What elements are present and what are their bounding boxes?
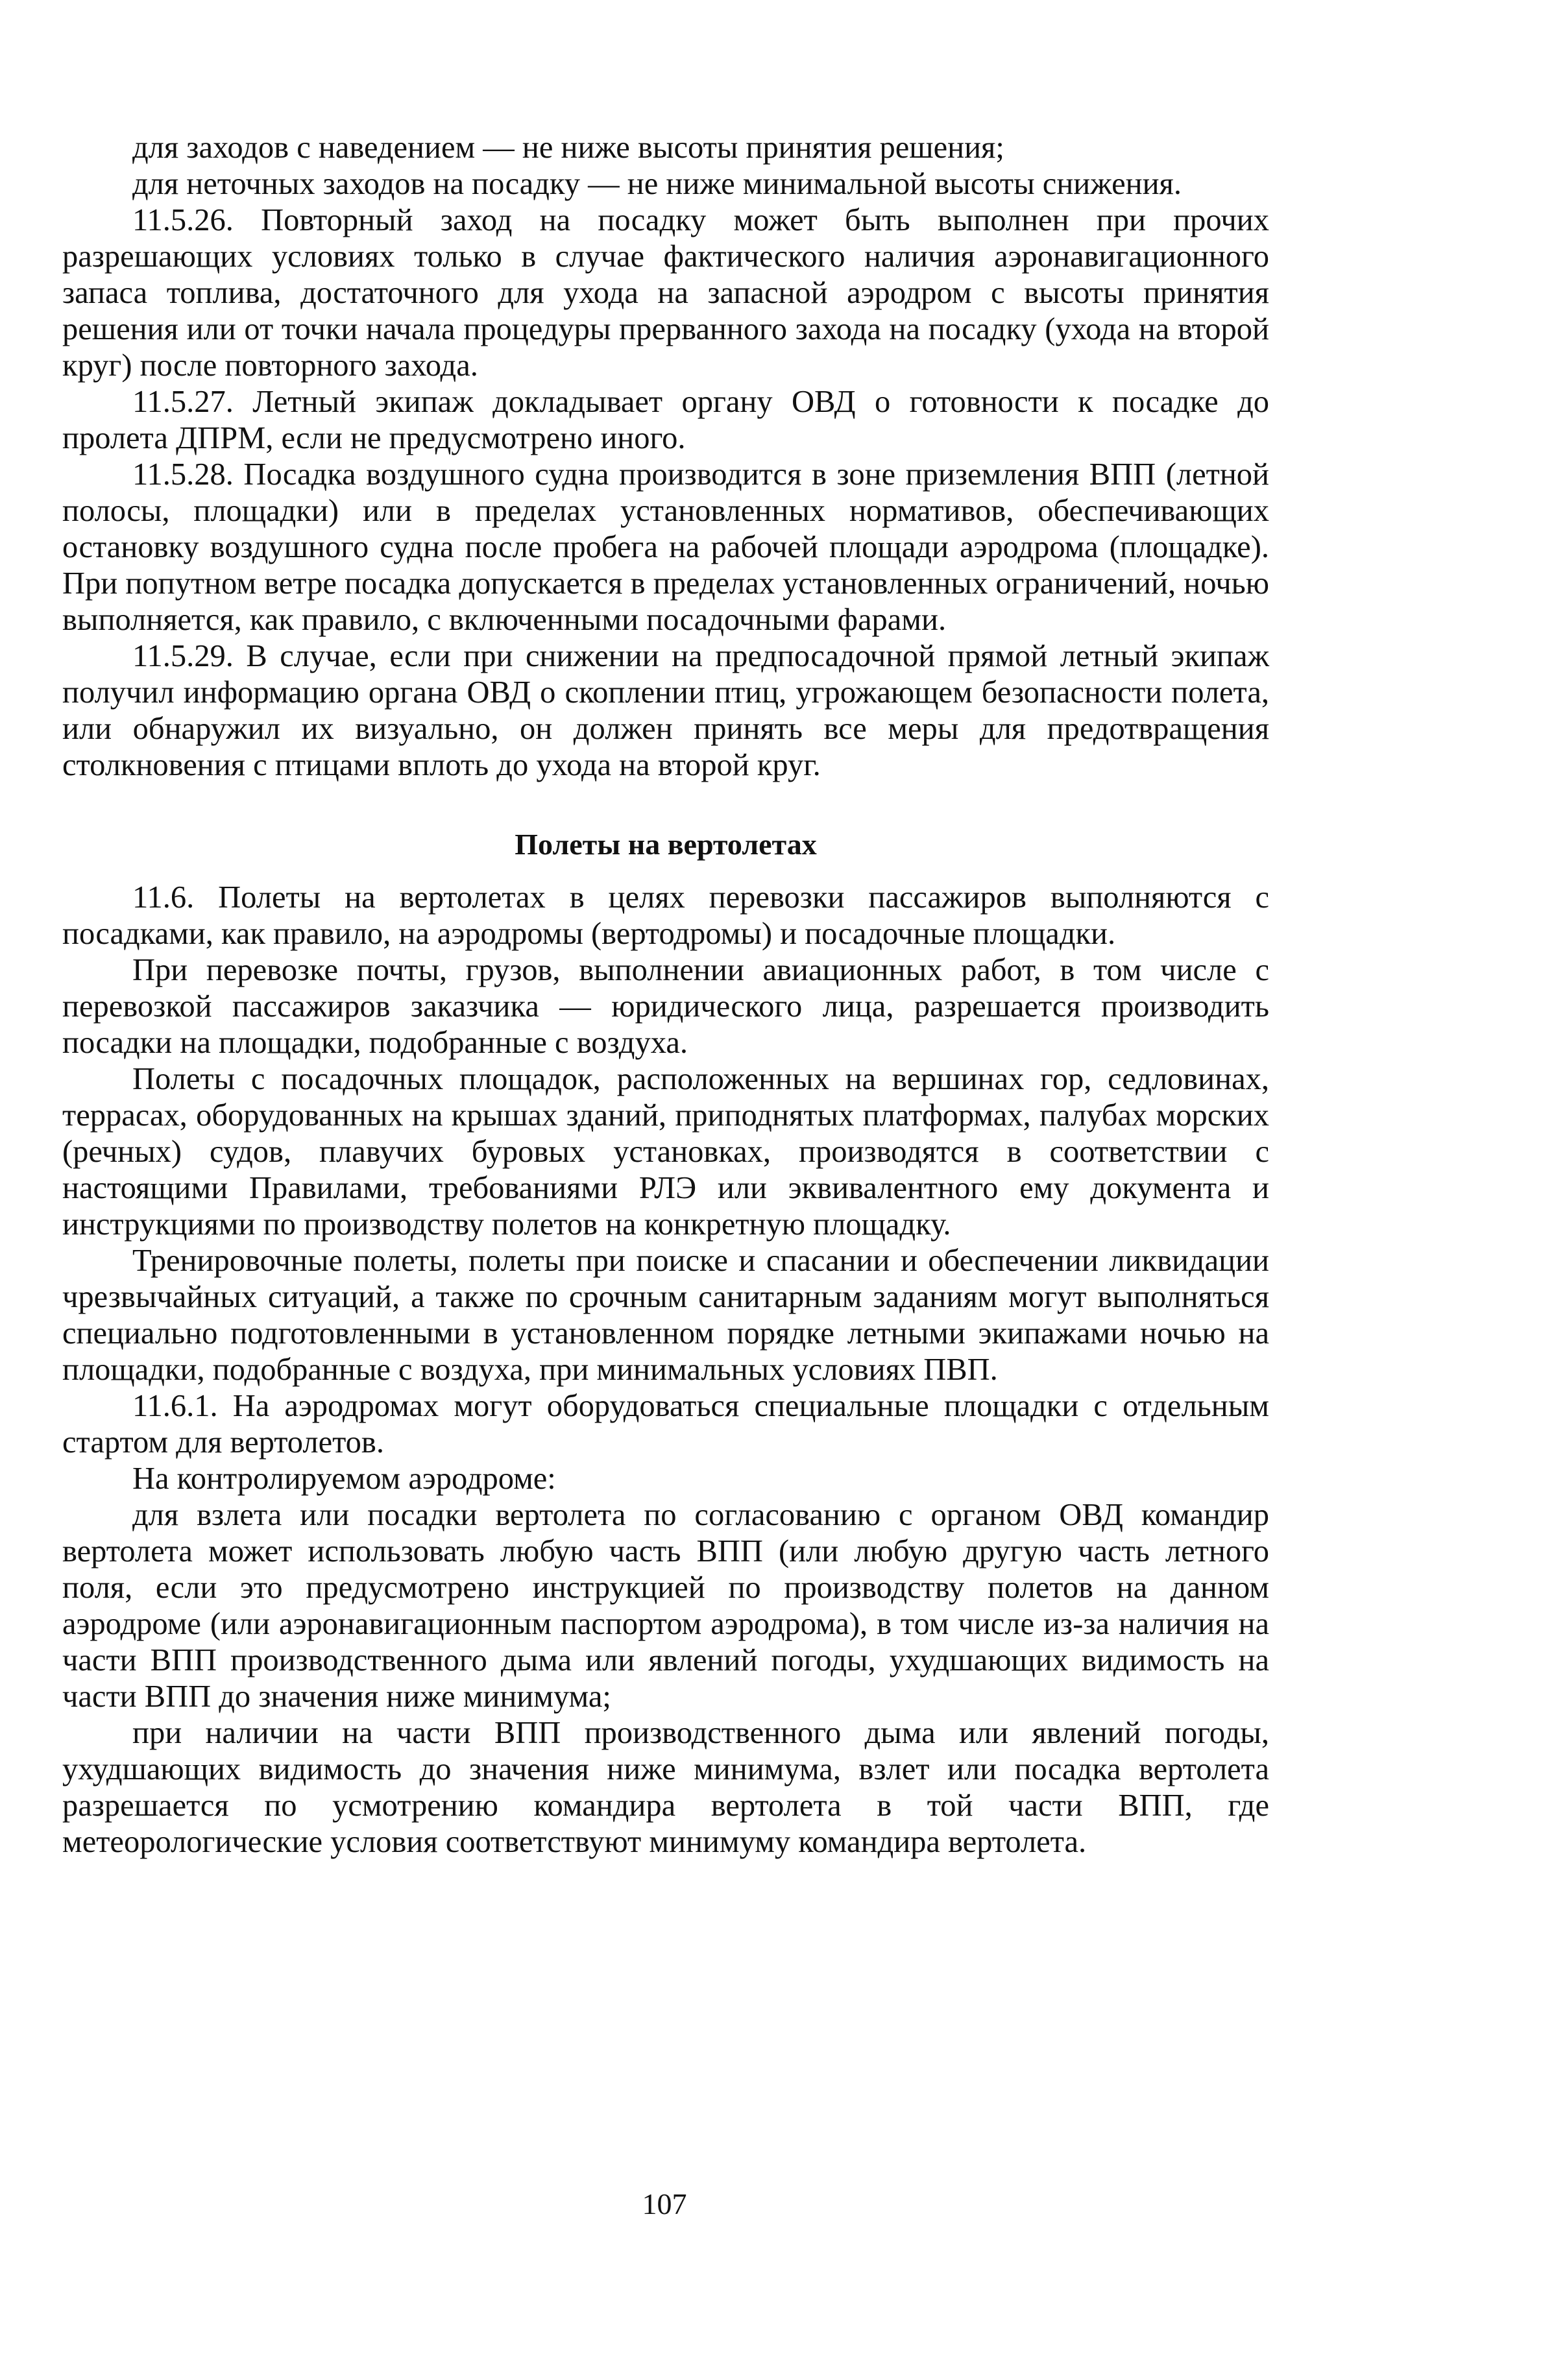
paragraph: для неточных заходов на посадку — не ниже минимальной высоты снижения.: [132, 167, 1182, 201]
paragraph: Тренировочные полеты, полеты при поиске и спасании и обеспечении ликвидации чрезвычайных ситуаций, а также по срочным санитарным заданиям могут выполняться специально подготовленными в установленном порядке летными экипажами ночью на площадки, подобранные с воздуха, при минимальных условиях ПВП.: [62, 1244, 1269, 1387]
paragraph: для взлета или посадки вертолета по согласованию с органом ОВД командир вертолета может использовать любую часть ВПП (или любую другую часть летного поля, если это предусмотрено инструкцией по производству полетов на данном аэродроме (или аэронавигационным паспортом аэродрома), в том числе из-за наличия на части ВПП производственного дыма или явлений погоды, ухудшающих видимость на части ВПП до значения ниже минимума;: [62, 1498, 1269, 1714]
page-number: 107: [642, 2187, 687, 2220]
paragraph: при наличии на части ВПП производственного дыма или явлений погоды, ухудшающих видимость до значения ниже минимума, взлет или посадка вертолета разрешается по усмотрению командира вертолета в той части ВПП, где метеорологические условия соответствуют минимуму командира вертолета.: [62, 1716, 1269, 1859]
paragraph-11-6: 11.6. Полеты на вертолетах в целях перевозки пассажиров выполняются с посадками, как правило, на аэродромы (вертодромы) и посадочные площадки.: [62, 880, 1269, 951]
paragraph-11-5-27: 11.5.27. Летный экипаж докладывает органу ОВД о готовности к посадке до пролета ДПРМ, если не предусмотрено иного.: [62, 385, 1269, 455]
paragraph: При перевозке почты, грузов, выполнении авиационных работ, в том числе с перевозкой пассажиров заказчика — юридического лица, разрешается производить посадки на площадки, подобранные с воздуха.: [62, 953, 1269, 1060]
paragraph-11-5-26: 11.5.26. Повторный заход на посадку может быть выполнен при прочих разрешающих условиях только в случае фактического наличия аэронавигационного запаса топлива, достаточного для ухода на запасной аэродром с высоты принятия решения или от точки начала процедуры прерванного захода на посадку (ухода на второй круг) после повторного захода.: [62, 203, 1269, 383]
paragraph: для заходов с наведением — не ниже высоты принятия решения;: [132, 130, 1004, 165]
section-heading: Полеты на вертолетах: [515, 828, 817, 861]
paragraph: На контролируемом аэродроме:: [132, 1461, 556, 1496]
paragraph: Полеты с посадочных площадок, расположенных на вершинах гор, седловинах, террасах, оборудованных на крышах зданий, приподнятых платформах, палубах морских (речных) судов, плавучих буровых установках, производятся в соответствии с настоящими Правилами, требованиями РЛЭ или эквивалентного ему документа и инструкциями по производству полетов на конкретную площадку.: [62, 1062, 1269, 1242]
paragraph-11-6-1: 11.6.1. На аэродромах могут оборудоваться специальные площадки с отдельным стартом для вертолетов.: [62, 1389, 1269, 1460]
paragraph-11-5-28: 11.5.28. Посадка воздушного судна производится в зоне приземления ВПП (летной полосы, площадки) или в пределах установленных нормативов, обеспечивающих остановку воздушного судна после пробега на рабочей площади аэродрома (площадке). При попутном ветре посадка допускается в пределах установленных ограничений, ночью выполняется, как правило, с включенными посадочными фарами.: [62, 457, 1269, 637]
paragraph-11-5-29: 11.5.29. В случае, если при снижении на предпосадочной прямой летный экипаж получил информацию органа ОВД о скоплении птиц, угрожающем безопасности полета, или обнаружил их визуально, он должен принять все меры для предотвращения столкновения с птицами вплоть до ухода на второй круг.: [62, 639, 1269, 782]
document-page: [62, 130, 1269, 1860]
